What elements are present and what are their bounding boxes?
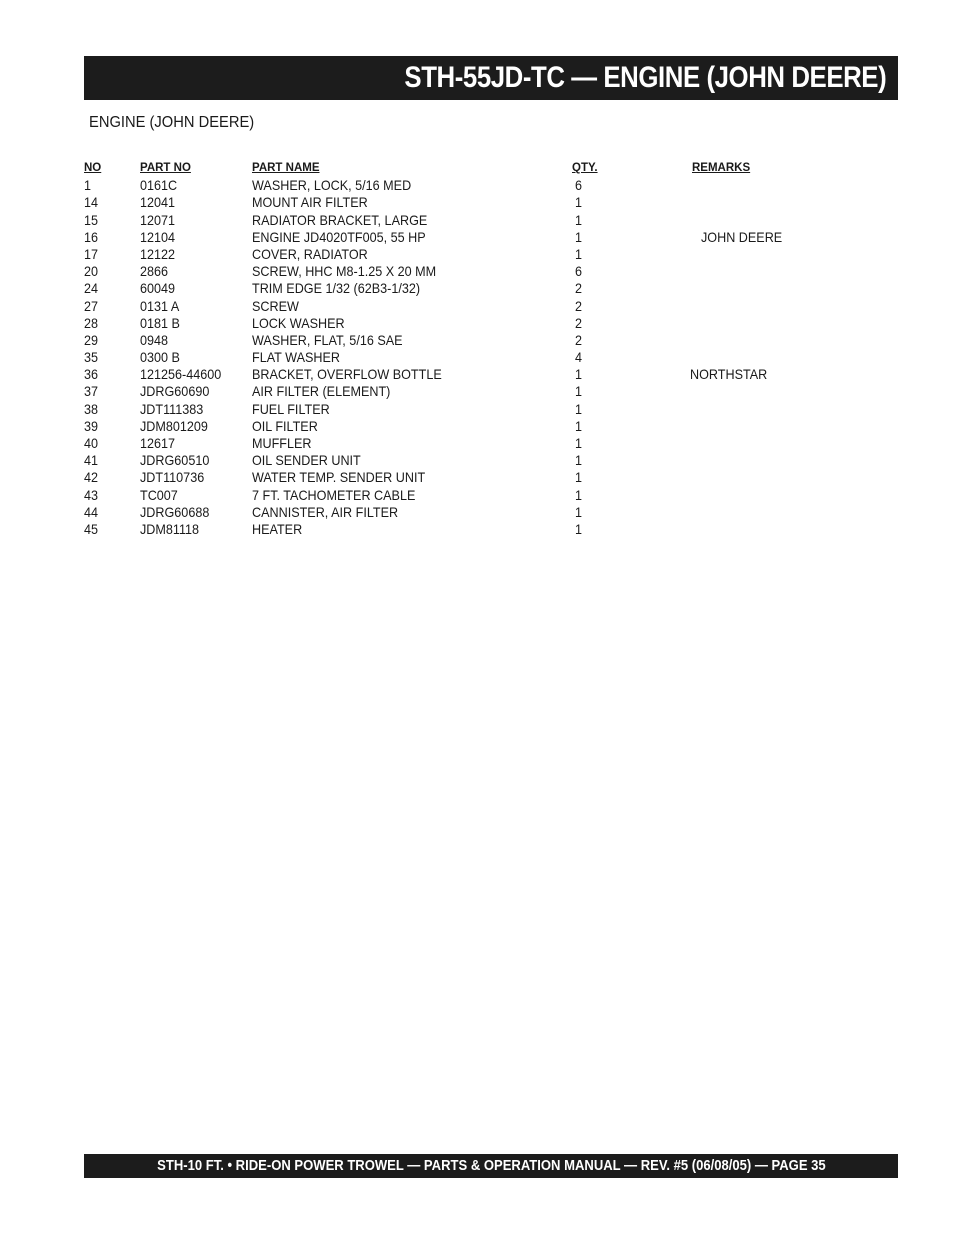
cell-part-no: JDT110736 <box>140 469 205 486</box>
cell-qty: 4 <box>575 349 583 366</box>
cell-qty: 6 <box>575 177 583 194</box>
column-header-no: NO <box>84 162 102 174</box>
cell-qty: 1 <box>575 194 583 211</box>
table-row <box>84 418 804 435</box>
column-header-part-name: PART NAME <box>252 162 320 174</box>
table-row <box>84 298 804 315</box>
cell-no: 37 <box>84 383 99 400</box>
table-body <box>84 177 804 538</box>
cell-part-name: TRIM EDGE 1/32 (62B3-1/32) <box>252 280 421 297</box>
cell-part-no: 12122 <box>140 245 176 262</box>
cell-part-name: ENGINE JD4020TF005, 55 HP <box>252 228 426 245</box>
cell-part-no: JDM81118 <box>140 520 200 537</box>
cell-no: 35 <box>84 349 99 366</box>
cell-qty: 1 <box>575 383 583 400</box>
page-footer <box>84 1154 898 1178</box>
cell-qty: 1 <box>575 245 583 262</box>
cell-part-name: SCREW, HHC M8-1.25 X 20 MM <box>252 263 437 280</box>
table-row <box>84 469 804 486</box>
cell-part-name: RADIATOR BRACKET, LARGE <box>252 211 428 228</box>
cell-part-no: 2866 <box>140 263 169 280</box>
table-row <box>84 487 804 504</box>
cell-part-no: 0161C <box>140 177 178 194</box>
table-row <box>84 263 804 280</box>
cell-remarks: NORTHSTAR <box>690 366 768 383</box>
table-row <box>84 280 804 297</box>
cell-part-name: OIL FILTER <box>252 417 318 434</box>
cell-qty: 1 <box>575 520 583 537</box>
section-heading: ENGINE (JOHN DEERE) <box>89 114 255 131</box>
table-row <box>84 315 804 332</box>
cell-qty: 1 <box>575 503 583 520</box>
cell-part-name: HEATER <box>252 520 303 537</box>
cell-part-name: LOCK WASHER <box>252 314 345 331</box>
page-title-bar <box>84 56 898 100</box>
cell-qty: 6 <box>575 263 583 280</box>
cell-qty: 1 <box>575 366 583 383</box>
cell-no: 39 <box>84 417 99 434</box>
table-row <box>84 349 804 366</box>
table-row <box>84 194 804 211</box>
cell-no: 38 <box>84 400 99 417</box>
parts-table <box>84 160 804 538</box>
cell-no: 36 <box>84 366 99 383</box>
cell-no: 42 <box>84 469 99 486</box>
cell-no: 20 <box>84 263 99 280</box>
cell-part-no: 12071 <box>140 211 176 228</box>
cell-qty: 1 <box>575 452 583 469</box>
table-row <box>84 332 804 349</box>
cell-part-name: CANNISTER, AIR FILTER <box>252 503 399 520</box>
cell-part-name: OIL SENDER UNIT <box>252 452 361 469</box>
page-title: STH-55JD-TC — ENGINE (JOHN DEERE) <box>404 61 886 94</box>
cell-qty: 1 <box>575 435 583 451</box>
cell-part-name: MOUNT AIR FILTER <box>252 194 368 211</box>
cell-part-name: FLAT WASHER <box>252 349 340 366</box>
cell-no: 14 <box>84 194 99 211</box>
column-header-qty: QTY. <box>572 162 598 174</box>
cell-qty: 1 <box>575 417 583 434</box>
cell-no: 44 <box>84 503 99 520</box>
cell-no: 29 <box>84 331 99 348</box>
cell-part-no: 0948 <box>140 331 169 348</box>
table-row <box>84 383 804 400</box>
cell-qty: 1 <box>575 469 583 486</box>
cell-qty: 2 <box>575 280 583 297</box>
cell-no: 24 <box>84 280 99 297</box>
table-row <box>84 246 804 263</box>
cell-no: 41 <box>84 452 99 469</box>
cell-part-name: WASHER, LOCK, 5/16 MED <box>252 177 412 194</box>
cell-part-no: 12617 <box>140 435 176 451</box>
table-row <box>84 504 804 521</box>
cell-part-no: 12104 <box>140 228 176 245</box>
cell-no: 45 <box>84 520 99 537</box>
footer-text: STH-10 FT. • RIDE-ON POWER TROWEL — PARTS & OPERATION MANUAL — REV. #5 (06/08/05) — PAGE 35 <box>156 1158 826 1174</box>
cell-no: 40 <box>84 435 99 451</box>
cell-no: 17 <box>84 245 99 262</box>
cell-part-name: MUFFLER <box>252 435 312 451</box>
cell-part-name: BRACKET, OVERFLOW BOTTLE <box>252 366 442 383</box>
cell-part-no: 12041 <box>140 194 176 211</box>
cell-part-no: 60049 <box>140 280 176 297</box>
cell-part-no: 0131 A <box>140 297 180 314</box>
table-row <box>84 212 804 229</box>
column-header-remarks: REMARKS <box>692 162 751 174</box>
cell-qty: 1 <box>575 211 583 228</box>
cell-qty: 2 <box>575 297 583 314</box>
cell-no: 27 <box>84 297 99 314</box>
cell-qty: 2 <box>575 331 583 348</box>
cell-part-no: JDRG60690 <box>140 383 210 400</box>
cell-part-no: JDRG60688 <box>140 503 210 520</box>
table-row <box>84 229 804 246</box>
cell-part-no: 0300 B <box>140 349 180 366</box>
cell-part-name: 7 FT. TACHOMETER CABLE <box>252 486 416 503</box>
cell-part-name: AIR FILTER (ELEMENT) <box>252 383 391 400</box>
cell-part-name: COVER, RADIATOR <box>252 245 368 262</box>
table-row <box>84 435 804 452</box>
cell-no: 43 <box>84 486 99 503</box>
cell-part-name: WATER TEMP. SENDER UNIT <box>252 469 426 486</box>
column-header-part-no: PART NO <box>140 162 191 174</box>
table-row <box>84 177 804 194</box>
table-row <box>84 452 804 469</box>
cell-part-no: 0181 B <box>140 314 180 331</box>
cell-remarks: JOHN DEERE <box>701 228 783 245</box>
cell-part-name: FUEL FILTER <box>252 400 330 417</box>
cell-part-no: JDRG60510 <box>140 452 210 469</box>
table-row <box>84 521 804 538</box>
cell-part-no: 121256-44600 <box>140 366 222 383</box>
cell-part-name: WASHER, FLAT, 5/16 SAE <box>252 331 403 348</box>
cell-no: 28 <box>84 314 99 331</box>
cell-no: 1 <box>84 177 92 194</box>
cell-qty: 1 <box>575 400 583 417</box>
table-row <box>84 401 804 418</box>
table-row <box>84 366 804 383</box>
table-header-row <box>84 160 804 177</box>
cell-no: 15 <box>84 211 99 228</box>
cell-qty: 1 <box>575 486 583 503</box>
cell-qty: 2 <box>575 314 583 331</box>
cell-qty: 1 <box>575 228 583 245</box>
cell-part-name: SCREW <box>252 297 299 314</box>
cell-part-no: JDT111383 <box>140 400 204 417</box>
cell-part-no: JDM801209 <box>140 417 208 434</box>
cell-part-no: TC007 <box>140 486 178 503</box>
cell-no: 16 <box>84 228 99 245</box>
